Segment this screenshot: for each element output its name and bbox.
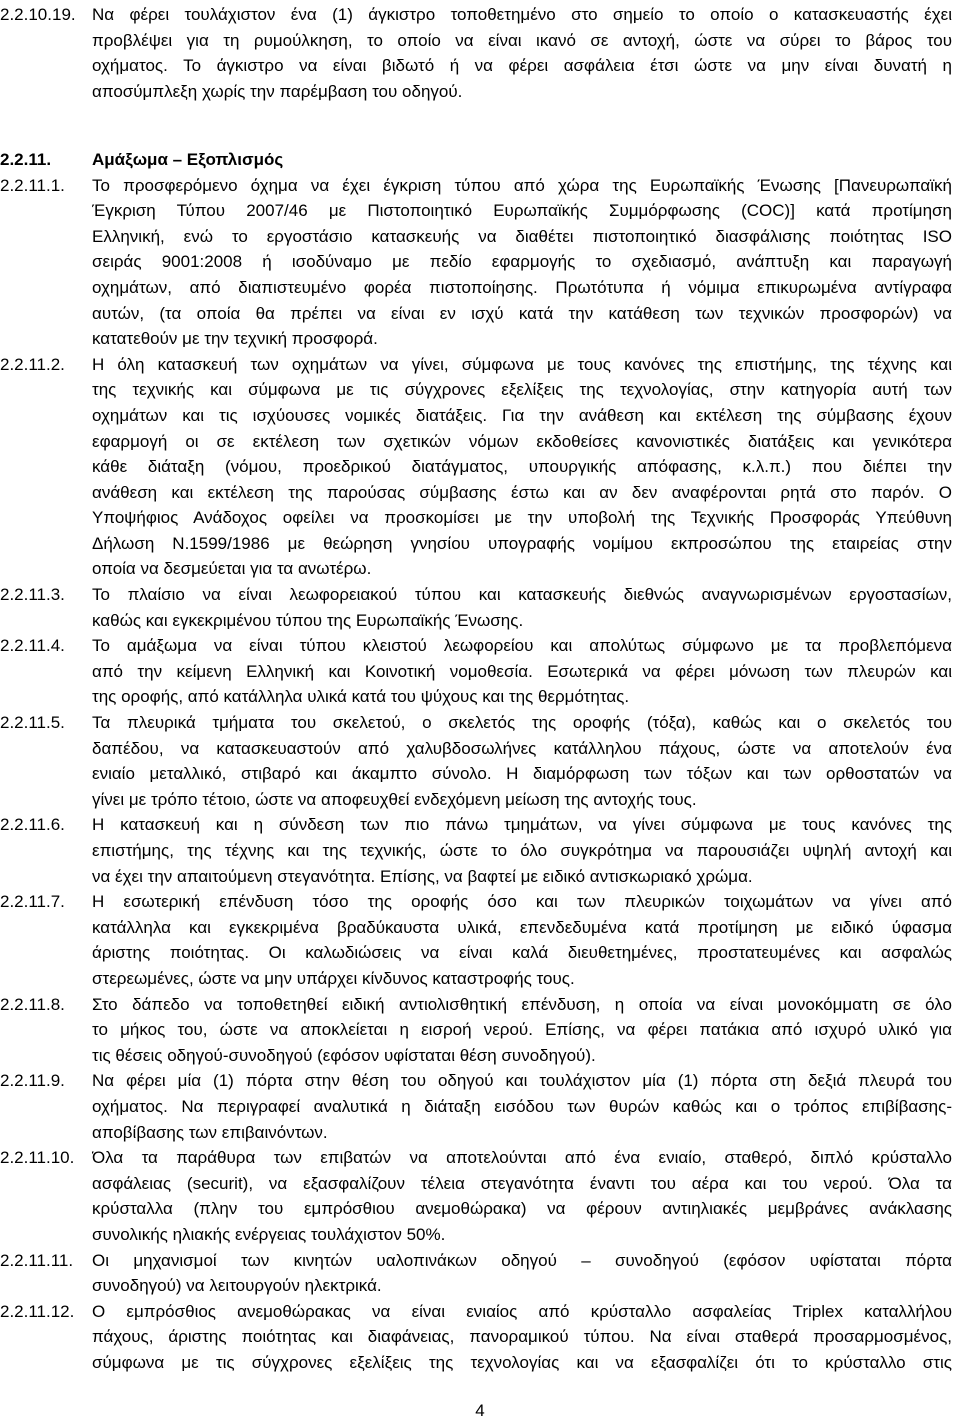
clause-text bbox=[92, 352, 952, 582]
clause-number: 2.2.11.12. bbox=[0, 1301, 75, 1321]
clause-text-line: αποβίβασης των επιβαινόντων. bbox=[92, 1122, 328, 1142]
clause-text bbox=[92, 582, 952, 633]
clause-text-line: τις θέσεις οδηγού-συνοδηγού (εφόσον υφίσταται θέση συνοδηγού). bbox=[92, 1045, 596, 1065]
clause-list bbox=[0, 173, 960, 1376]
section-number: 2.2.11. bbox=[0, 149, 52, 169]
clause-2-2-11-4 bbox=[0, 633, 960, 710]
clause-text bbox=[92, 1248, 952, 1299]
clause-text-line: σύμφωνα με τις σύγχρονες εξελίξεις της τεχνολογίας και να εξασφαλίζει ότι το κρύσταλλο στις bbox=[92, 1352, 952, 1372]
clause-text-line: συνολικής ηλιακής ενέργειας τουλάχιστον 50%. bbox=[92, 1224, 446, 1244]
clause-text-line: οχήματος. Να περιγραφεί αναλυτικά η διάταξη εισόδου των θυρών καθώς και ο τρόπος επιβίβασης- bbox=[92, 1096, 952, 1116]
clause-text-line: οχήματος. Το άγκιστρο να είναι βιδωτό ή να φέρει ασφάλεια έτσι ώστε να μην είναι δυνατή η bbox=[92, 56, 952, 76]
clause-text-line: Οι μηχανισμοί των κινητών υαλοπινάκων οδηγού – συνοδηγού (εφόσον υφίσταται πόρτα bbox=[92, 1250, 952, 1270]
clause-text-line: να έχει την απαιτούμενη στεγανότητα. Επίσης, να βαφτεί με ειδικό αντισκωριακό χρώμα. bbox=[92, 866, 753, 886]
clause-text-line: οχημάτων, από διαπιστευμένο φορέα πιστοποίησης. Πρωτότυπα ή νόμιμα επικυρωμένα αντίγραφα bbox=[92, 277, 952, 297]
clause-text-line: Τα πλευρικά τμήματα του σκελετού, ο σκελετός της οροφής (τόξα), καθώς και ο σκελετός του bbox=[92, 713, 952, 733]
clause-text-line: πάχους, άριστης ποιότητας και διαφάνειας, πανοραμικού τύπου. Να είναι σταθερά προσαρμοσμένος, bbox=[92, 1327, 952, 1347]
intro-clause-container bbox=[0, 2, 960, 104]
clause-2-2-11-5 bbox=[0, 710, 960, 812]
clause-text bbox=[92, 992, 952, 1069]
clause-2-2-11-2 bbox=[0, 352, 960, 582]
clause-2-2-11-7 bbox=[0, 889, 960, 991]
clause-2-2-11-12 bbox=[0, 1299, 960, 1376]
clause-number: 2.2.11.9. bbox=[0, 1071, 65, 1091]
clause-text-line: οποία να δεσμεύεται για τα ανωτέρω. bbox=[92, 559, 372, 579]
clause-2-2-11-8 bbox=[0, 992, 960, 1069]
clause-text-line: Το προσφερόμενο όχημα να έχει έγκριση τύπου από χώρα της Ευρωπαϊκής Ένωσης [Πανευρωπαϊκή bbox=[92, 175, 952, 195]
clause-2-2-10-19 bbox=[0, 2, 960, 104]
clause-text-line: Να φέρει μία (1) πόρτα στην θέση του οδηγού και τουλάχιστον μία (1) πόρτα στη δεξιά πλευρά του bbox=[92, 1071, 952, 1091]
clause-text-line: επιστήμης, της τέχνης και της τεχνικής, ώστε το όλο συγκρότημα να παρουσιάζει υψηλή αντοχή και bbox=[92, 841, 952, 860]
clause-2-2-11-3 bbox=[0, 582, 960, 633]
clause-text bbox=[92, 1145, 952, 1247]
clause-text-line: Η εσωτερική επένδυση τόσο της οροφής όσο και των πλευρικών τοιχωμάτων να γίνει από bbox=[92, 892, 952, 912]
clause-text-line: οχημάτων και τις ισχύουσες νομικές διατάξεις. Για την ανάθεση και εκτέλεση της σύμβασης έχουν bbox=[92, 405, 952, 425]
clause-text-line: στερεωμένες, ώστε να μην υπάρχει κίνδυνος καταστροφής τους. bbox=[92, 968, 575, 988]
clause-text-line: Δήλωση Ν.1599/1986 με θεώρηση γνησίου υπογραφής νομίμου εκπροσώπου της εταιρείας στην bbox=[92, 533, 952, 553]
clause-text-line: Να φέρει τουλάχιστον ένα (1) άγκιστρο τοποθετημένο στο σημείο το οποίο ο κατασκευαστής έχει bbox=[92, 5, 952, 24]
clause-number: 2.2.11.2. bbox=[0, 354, 65, 374]
clause-2-2-11-9 bbox=[0, 1068, 960, 1145]
clause-text-line: καθώς και εγκεκριμένου τύπου της Ευρωπαϊκής Ένωσης. bbox=[92, 610, 524, 630]
clause-text bbox=[92, 812, 952, 889]
clause-text bbox=[92, 1068, 952, 1145]
clause-text bbox=[92, 2, 952, 104]
clause-number: 2.2.11.10. bbox=[0, 1148, 75, 1168]
clause-text-line: ενιαίο μεταλλικό, στιβαρό και άκαμπτο σύνολο. Η διαμόρφωση των τόξων και των ορθοστατών να bbox=[92, 764, 952, 784]
clause-text bbox=[92, 710, 952, 812]
clause-text-line: ασφάλειας (securit), να εξασφαλίζουν τέλεια στεγανότητα έναντι του αέρα και του νερού. Όλα τα bbox=[92, 1173, 952, 1193]
clause-text-line: κατατεθούν με την τεχνική προσφορά. bbox=[92, 329, 378, 349]
clause-number: 2.2.11.8. bbox=[0, 994, 65, 1014]
clause-text-line: αυτών, (τα οποία θα πρέπει να είναι εν ισχύ κατά την κατάθεση των τεχνικών προσφορών) να bbox=[92, 303, 952, 323]
clause-text-line: εφαρμογή οι σε εκτέλεση των σχετικών νόμων εκδοθείσες κανονιστικές διατάξεις και γενικότερα bbox=[92, 431, 952, 451]
clause-number: 2.2.11.3. bbox=[0, 585, 65, 605]
clause-text-line: ανάθεση και εκτέλεση της παρούσας σύμβασης έστω και αν δεν αναφέρονται ρητά στο παρόν. Ο bbox=[92, 482, 952, 502]
section-heading bbox=[0, 147, 960, 173]
clause-number: 2.2.11.6. bbox=[0, 815, 65, 835]
clause-2-2-11-10 bbox=[0, 1145, 960, 1247]
clause-text-line: Υποψήφιος Ανάδοχος οφείλει να προσκομίσει με την υποβολή της Τεχνικής Προσφοράς Υπεύθυνη bbox=[92, 508, 952, 528]
clause-text-line: κρύσταλλα (πλην του εμπρόσθιου ανεμοθώρακα) να φέρουν αντιηλιακές μεμβράνες ανάκλασης bbox=[92, 1199, 952, 1219]
clause-text bbox=[92, 633, 952, 710]
section-title: Αμάξωμα – Εξοπλισμός bbox=[92, 149, 284, 169]
clause-text-line: συνοδηγού) να λειτουργούν ηλεκτρικά. bbox=[92, 1276, 382, 1296]
clause-text bbox=[92, 173, 952, 352]
clause-text-line: Ελληνική, ενώ το εργοστάσιο κατασκευής να διαθέτει πιστοποιητικό διασφάλισης ποιότητας ISO bbox=[92, 226, 952, 246]
clause-text-line: κάθε διάταξη (νόμου, προεδρικού διατάγματος, υπουργικής απόφασης, κ.λ.π.) που διέπει την bbox=[92, 457, 952, 477]
document-body bbox=[0, 2, 960, 1375]
clause-text-line: της οροφής, από κατάλληλα υλικά κατά του ψύχους και της θερμότητας. bbox=[92, 687, 630, 707]
clause-text-line: αποσύμπλεξη χωρίς την παρέμβαση του οδηγού. bbox=[92, 81, 463, 101]
clause-text-line: της τεχνικής και σύμφωνα με τις σύγχρονες εξελίξεις της τεχνολογίας, στην κατηγορία αυτή των bbox=[92, 380, 952, 400]
clause-2-2-11-6 bbox=[0, 812, 960, 889]
clause-text-line: προβλέψει για τη ρυμούλκηση, το οποίο να είναι ικανό σε αντοχή, ώστε να σύρει το βάρος του bbox=[92, 30, 952, 50]
clause-text bbox=[92, 889, 952, 991]
clause-text-line: άριστης ποιότητας. Οι καλωδιώσεις να είναι καλά διευθετημένες, προστατευμένες και ασφαλώς bbox=[92, 943, 952, 963]
clause-text-line: Στο δάπεδο να τοποθετηθεί ειδική αντιολισθητική επένδυση, η οποία να είναι μονοκόμματη σε όλο bbox=[92, 994, 952, 1014]
clause-text-line: Ο εμπρόσθιος ανεμοθώρακας να είναι ενιαίος από κρύσταλλο ασφαλείας Triplex καταλλήλου bbox=[92, 1301, 952, 1321]
clause-number: 2.2.11.7. bbox=[0, 892, 65, 912]
clause-text-line: κατάλληλα και εγκεκριμένα βραδύκαυστα υλικά, επενδεδυμένα κατά προτίμηση με ειδικό ύφασμα bbox=[92, 917, 952, 937]
clause-text-line: το μήκος του, ώστε να αποκλείεται η εισροή νερού. Επίσης, να φέρει πατάκια από ισχυρό υλικό για bbox=[92, 1020, 952, 1040]
clause-number: 2.2.11.4. bbox=[0, 636, 65, 656]
clause-text-line: από την κείμενη Ελληνική και Κοινοτική νομοθεσία. Εσωτερικά να φέρει μόνωση των πλευρών και bbox=[92, 661, 952, 681]
page-number: 4 bbox=[475, 1401, 485, 1420]
clause-text-line: γίνει με τρόπο τέτοιο, ώστε να αποφευχθεί ενδεχόμενη μείωση της αντοχής τους. bbox=[92, 789, 697, 809]
clause-2-2-11-11 bbox=[0, 1248, 960, 1299]
clause-text-line: Έγκριση Τύπου 2007/46 με Πιστοποιητικό Ευρωπαϊκής Συμμόρφωσης (COC)] κατά προτίμηση bbox=[92, 201, 952, 221]
clause-text-line: δαπέδου, να κατασκευαστούν από χαλυβδοσωλήνες κατάλληλου πάχους, ώστε να αποτελούν ένα bbox=[92, 738, 952, 758]
clause-number: 2.2.11.11. bbox=[0, 1250, 74, 1270]
clause-number: 2.2.11.1. bbox=[0, 175, 65, 195]
clause-number: 2.2.11.5. bbox=[0, 713, 65, 733]
clause-text-line: Η όλη κατασκευή των οχημάτων να γίνει, σύμφωνα με τους κανόνες της επιστήμης, της τέχνης και bbox=[92, 354, 952, 374]
clause-text-line: Η κατασκευή και η σύνδεση των πιο πάνω τμημάτων, να γίνει σύμφωνα με τους κανόνες της bbox=[92, 815, 952, 835]
clause-text-line: Όλα τα παράθυρα των επιβατών να αποτελούνται από ένα ενιαίο, σταθερό, διπλό κρύσταλλο bbox=[92, 1148, 952, 1168]
clause-text-line: σειράς 9001:2008 ή ισοδύναμο με πεδίο εφαρμογής το σχεδιασμό, ανάπτυξη και παραγωγή bbox=[92, 252, 952, 272]
clause-2-2-11-1 bbox=[0, 173, 960, 352]
clause-text bbox=[92, 1299, 952, 1376]
clause-text-line: Το αμάξωμα να είναι τύπου κλειστού λεωφορείου και απολύτως σύμφωνο με τα προβλεπόμενα bbox=[92, 636, 952, 656]
clause-number: 2.2.10.19. bbox=[0, 5, 76, 24]
clause-text-line: Το πλαίσιο να είναι λεωφορειακού τύπου και κατασκευής διεθνώς αναγνωρισμένων εργοστασίων, bbox=[92, 585, 952, 605]
